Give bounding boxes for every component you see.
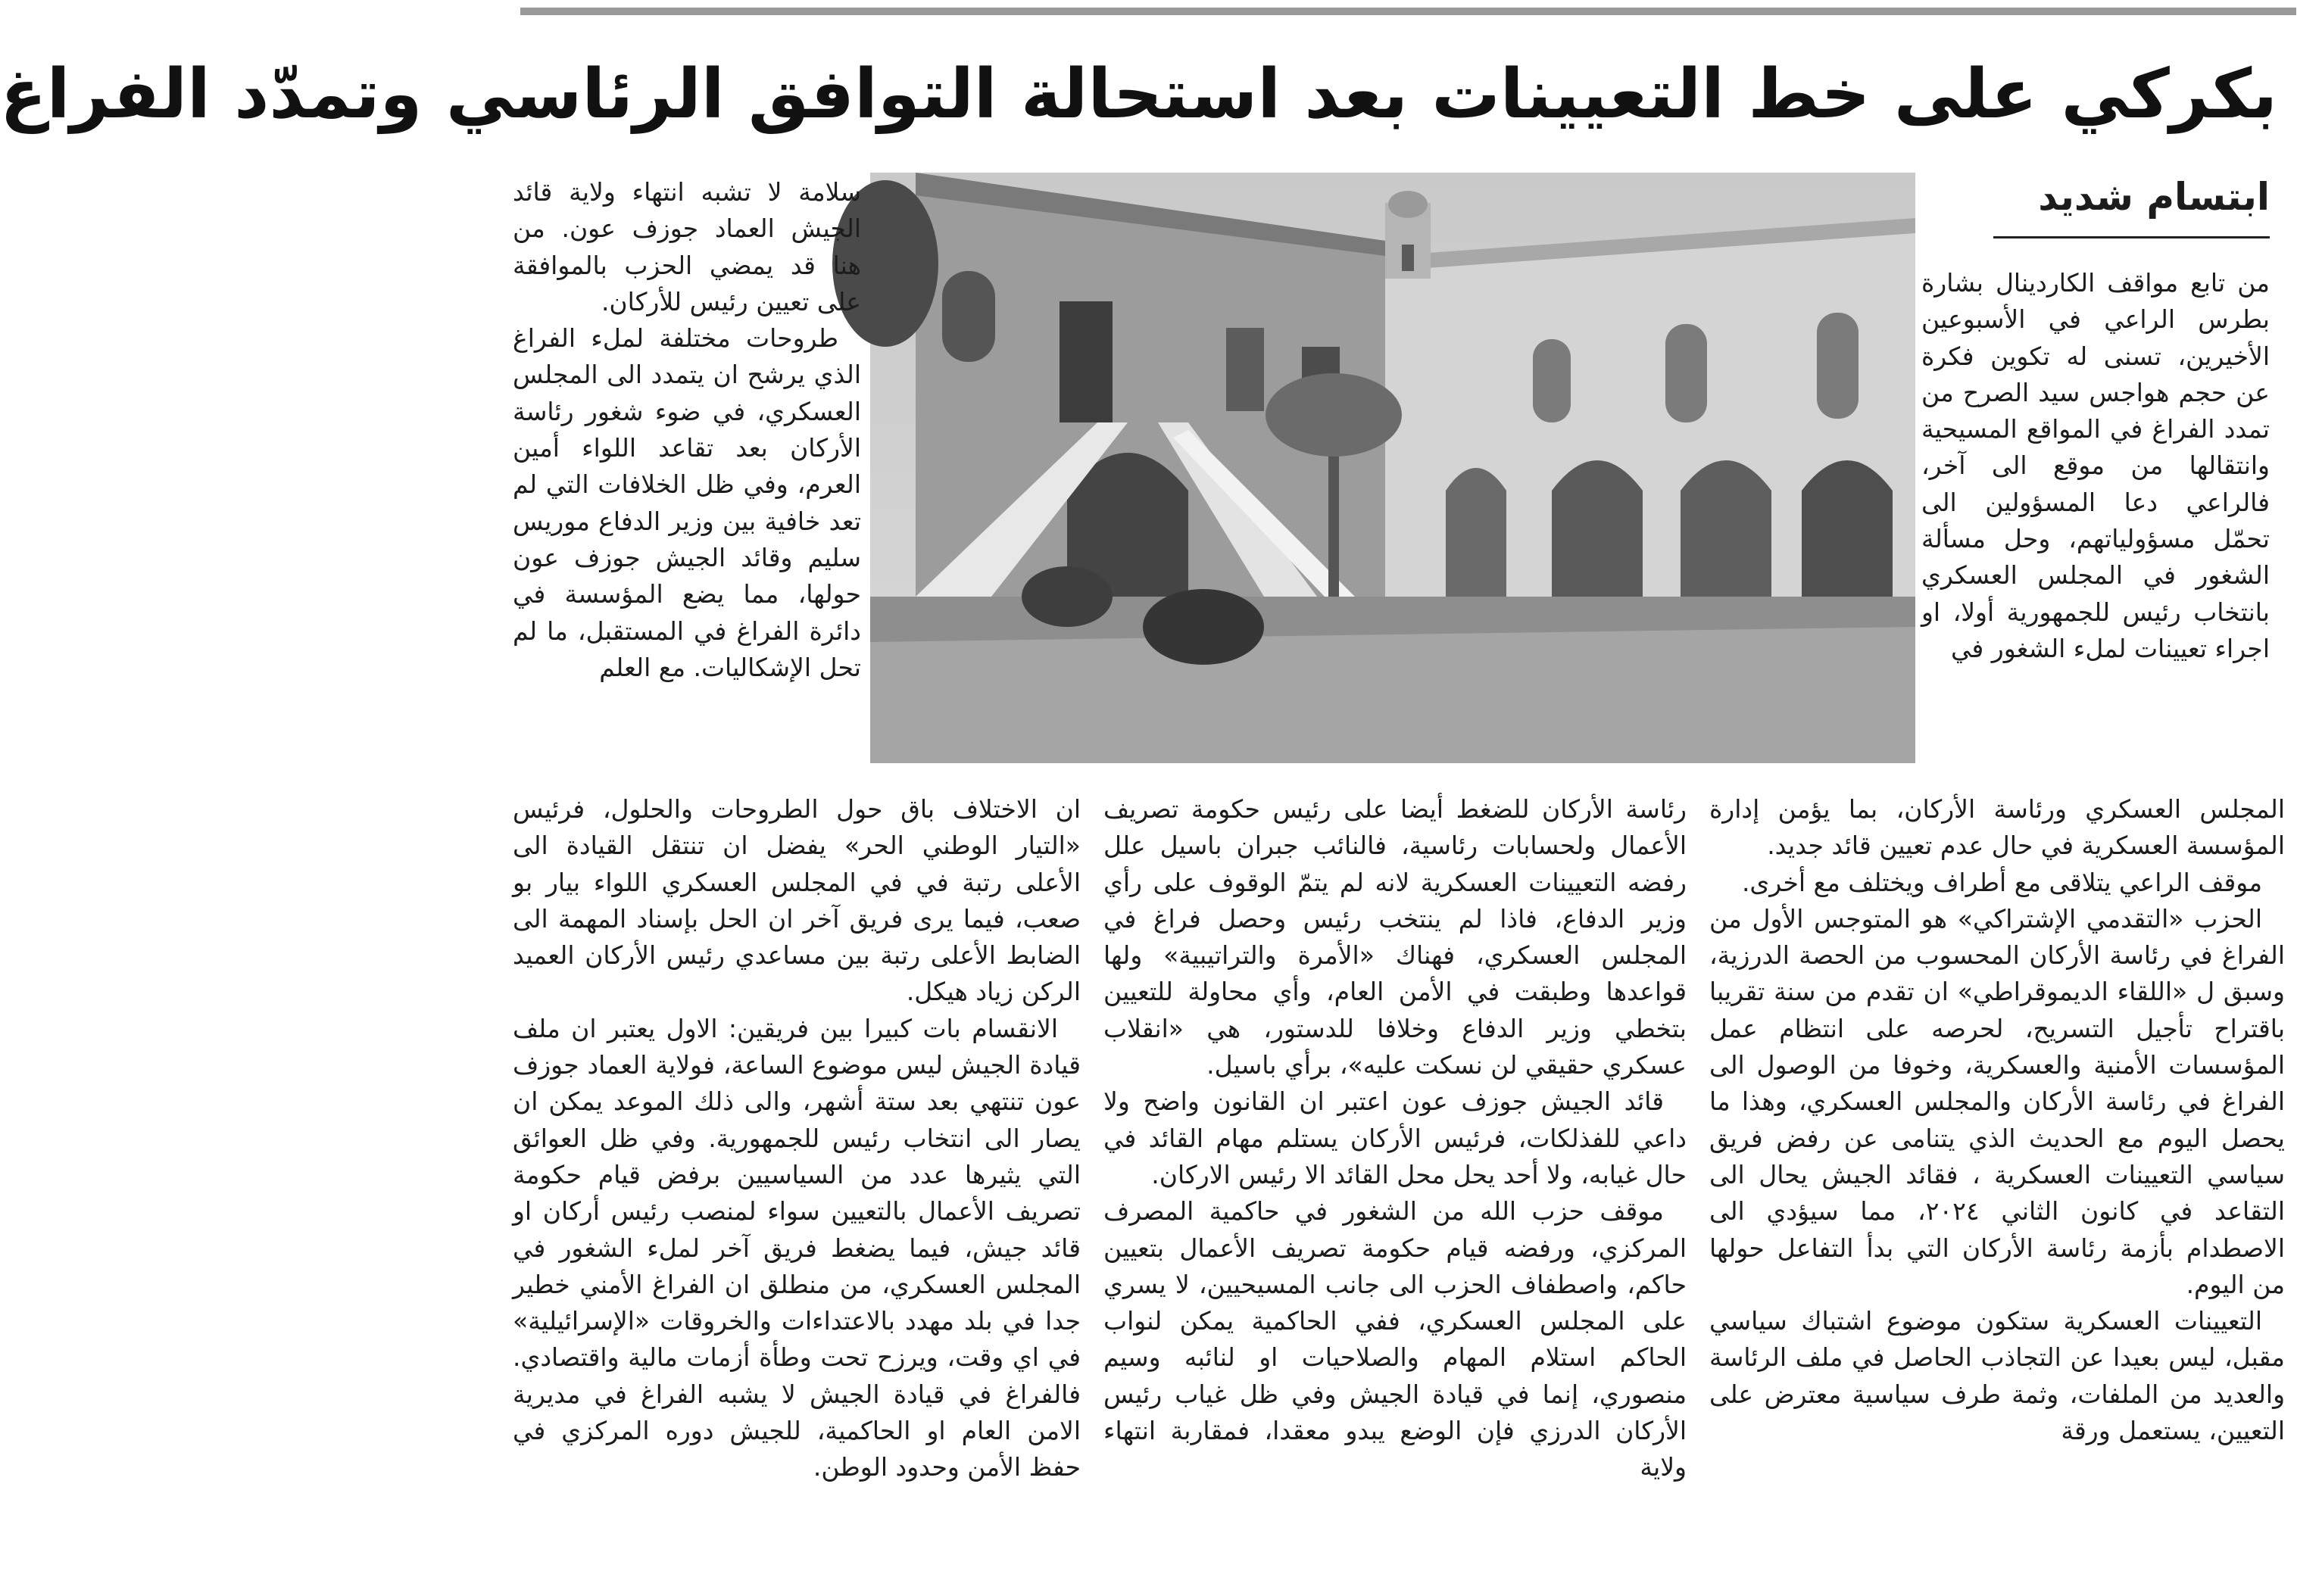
article-headline: بكركي على خط التعيينات بعد استحالة التوافق الرئاسي وتمدّد الفراغ <box>0 55 2277 134</box>
paragraph: ان الاختلاف باق حول الطروحات والحلول، فرئيس «التيار الوطني الحر» يفضل ان تنتقل القيادة الى الأعلى رتبة في في المجلس العسكري اللواء بيار بو صعب، فيما يرى فريق آخر ان الحل بإسناد المهمة الى الضابط الأعلى رتبة بين مساعدي رئيس الأركان العميد الركن زياد هيكل. <box>513 794 1081 1007</box>
paragraph: قائد الجيش جوزف عون اعتبر ان القانون واضح ولا داعي للفذلكات، فرئيس الأركان يستلم مهام القائد في حال غيابه، ولا أحد يحل محل القائد الا رئيس الاركان. <box>1103 1086 1687 1189</box>
paragraph: التعيينات العسكرية ستكون موضوع اشتباك سياسي مقبل، ليس بعيدا عن التجاذب الحاصل في ملف الرئاسة والعديد من الملفات، وثمة طرف سياسية معترض على التعيين، يستعمل ورقة <box>1709 1306 2285 1446</box>
paragraph: الحزب «التقدمي الإشتراكي» هو المتوجس الأول من الفراغ في رئاسة الأركان المحسوب من الحصة الدرزية، وسبق ل «اللقاء الديموقراطي» ان تقدم من سنة تقريبا باقتراح تأجيل التسريح، لحرصه على انتظام عمل المؤسسات الأمنية والعسكرية، وخوفا من الوصول الى الفراغ في رئاسة الأركان والمجلس العسكري، وهذا ما يحصل اليوم مع الحديث الذي يتنامى عن رفض فريق سياسي التعيينات العسكرية ، فقائد الجيش يحال الى التقاعد في كانون الثاني ٢٠٢٤، مما سيؤدي الى الاصطدام بأزمة رئاسة الأركان التي بدأ التفاعل حولها من اليوم. <box>1709 903 2285 1299</box>
article-column-3 <box>1709 791 2285 1590</box>
paragraph: رئاسة الأركان للضغط أيضا على رئيس حكومة تصريف الأعمال ولحسابات رئاسية، فالنائب جبران باسيل علل رفضه التعيينات العسكرية لانه لم يتمّ الوقوف على رأي وزير الدفاع، فاذا لم ينتخب رئيس وحصل فراغ في المجلس العسكري، فهناك «الأمرة والتراتيبية» ولها قواعدها وطبقت في الأمن العام، وأي محاولة للتعيين بتخطي وزير الدفاع وخلافا للدستور، هي «انقلاب عسكري حقيقي لن نسكت عليه»، برأي باسيل. <box>1103 794 1687 1080</box>
article-column-2 <box>513 174 861 795</box>
paragraph: موقف حزب الله من الشغور في حاكمية المصرف المركزي، ورفضه قيام حكومة تصريف الأعمال بتعيين حاكم، واصطفاف الحزب الى جانب المسيحيين، لا يسري على المجلس العسكري، ففي الحاكمية يمكن لنواب الحاكم استلام المهام والصلاحيات او لنائبه وسيم منصوري، إنما في قيادة الجيش وفي ظل غياب رئيس الأركان الدرزي فإن الوضع يبدو معقدا، فمقاربة انتهاء ولاية <box>1103 1196 1687 1482</box>
article-photo <box>870 173 1915 763</box>
top-rule <box>520 8 2296 15</box>
byline: ابتسام شديد <box>2038 175 2270 219</box>
paragraph: سلامة لا تشبه انتهاء ولاية قائد الجيش العماد جوزف عون. من هنا قد يمضي الحزب بالموافقة على تعيين رئيس للأركان. <box>513 177 861 316</box>
monastery-courtyard-photo-icon <box>870 173 1915 763</box>
paragraph: طروحات مختلفة لملء الفراغ الذي يرشح ان يتمدد الى المجلس العسكري، في ضوء شغور رئاسة الأركان بعد تقاعد اللواء أمين العرم، وفي ظل الخلافات التي لم تعد خافية بين وزير الدفاع موريس سليم وقائد الجيش جوزف عون حولها، مما يضع المؤسسة في دائرة الفراغ في المستقبل، ما لم تحل الإشكاليات. مع العلم <box>513 323 861 682</box>
paragraph: من تابع مواقف الكاردينال بشارة بطرس الراعي في الأسبوعين الأخيرين، تسنى له تكوين فكرة عن حجم هواجس سيد الصرح من تمدد الفراغ في المواقع المسيحية وانتقالها من موقع الى آخر، فالراعي دعا المسؤولين الى تحمّل مسؤولياتهم، وحل مسألة الشغور في المجلس العسكري بانتخاب رئيس للجمهورية أولا، او اجراء تعيينات لملء الشغور في <box>1921 268 2270 663</box>
article-column-1 <box>1921 265 2270 787</box>
paragraph: موقف الراعي يتلاقى مع أطراف ويختلف مع أخرى. <box>1741 867 2262 897</box>
article-column-5 <box>513 791 1081 1590</box>
paragraph: الانقسام بات كبيرا بين فريقين: الاول يعتبر ان ملف قيادة الجيش ليس موضوع الساعة، فولاية العماد جوزف عون تنتهي بعد ستة أشهر، والى ذلك الموعد يمكن ان يصار الى انتخاب رئيس للجمهورية. وفي ظل العوائق التي يثيرها عدد من السياسيين برفض قيام حكومة تصريف الأعمال بالتعيين سواء لمنصب رئيس أركان او قائد جيش، فيما يضغط فريق آخر لملء الشغور في المجلس العسكري، من منطلق ان الفراغ الأمني خطير جدا في بلد مهدد بالاعتداءات والخروقات «الإسرائيلية» في اي وقت، ويرزح تحت وطأة أزمات مالية واقتصادي. فالفراغ في قيادة الجيش لا يشبه الفراغ في مديرية الامن العام او الحاكمية، للجيش دوره المركزي في حفظ الأمن وحدود الوطن. <box>513 1013 1081 1482</box>
article-column-4 <box>1103 791 1687 1590</box>
byline-rule <box>1993 236 2270 238</box>
paragraph: المجلس العسكري ورئاسة الأركان، بما يؤمن إدارة المؤسسة العسكرية في حال عدم تعيين قائد جديد. <box>1709 794 2285 861</box>
